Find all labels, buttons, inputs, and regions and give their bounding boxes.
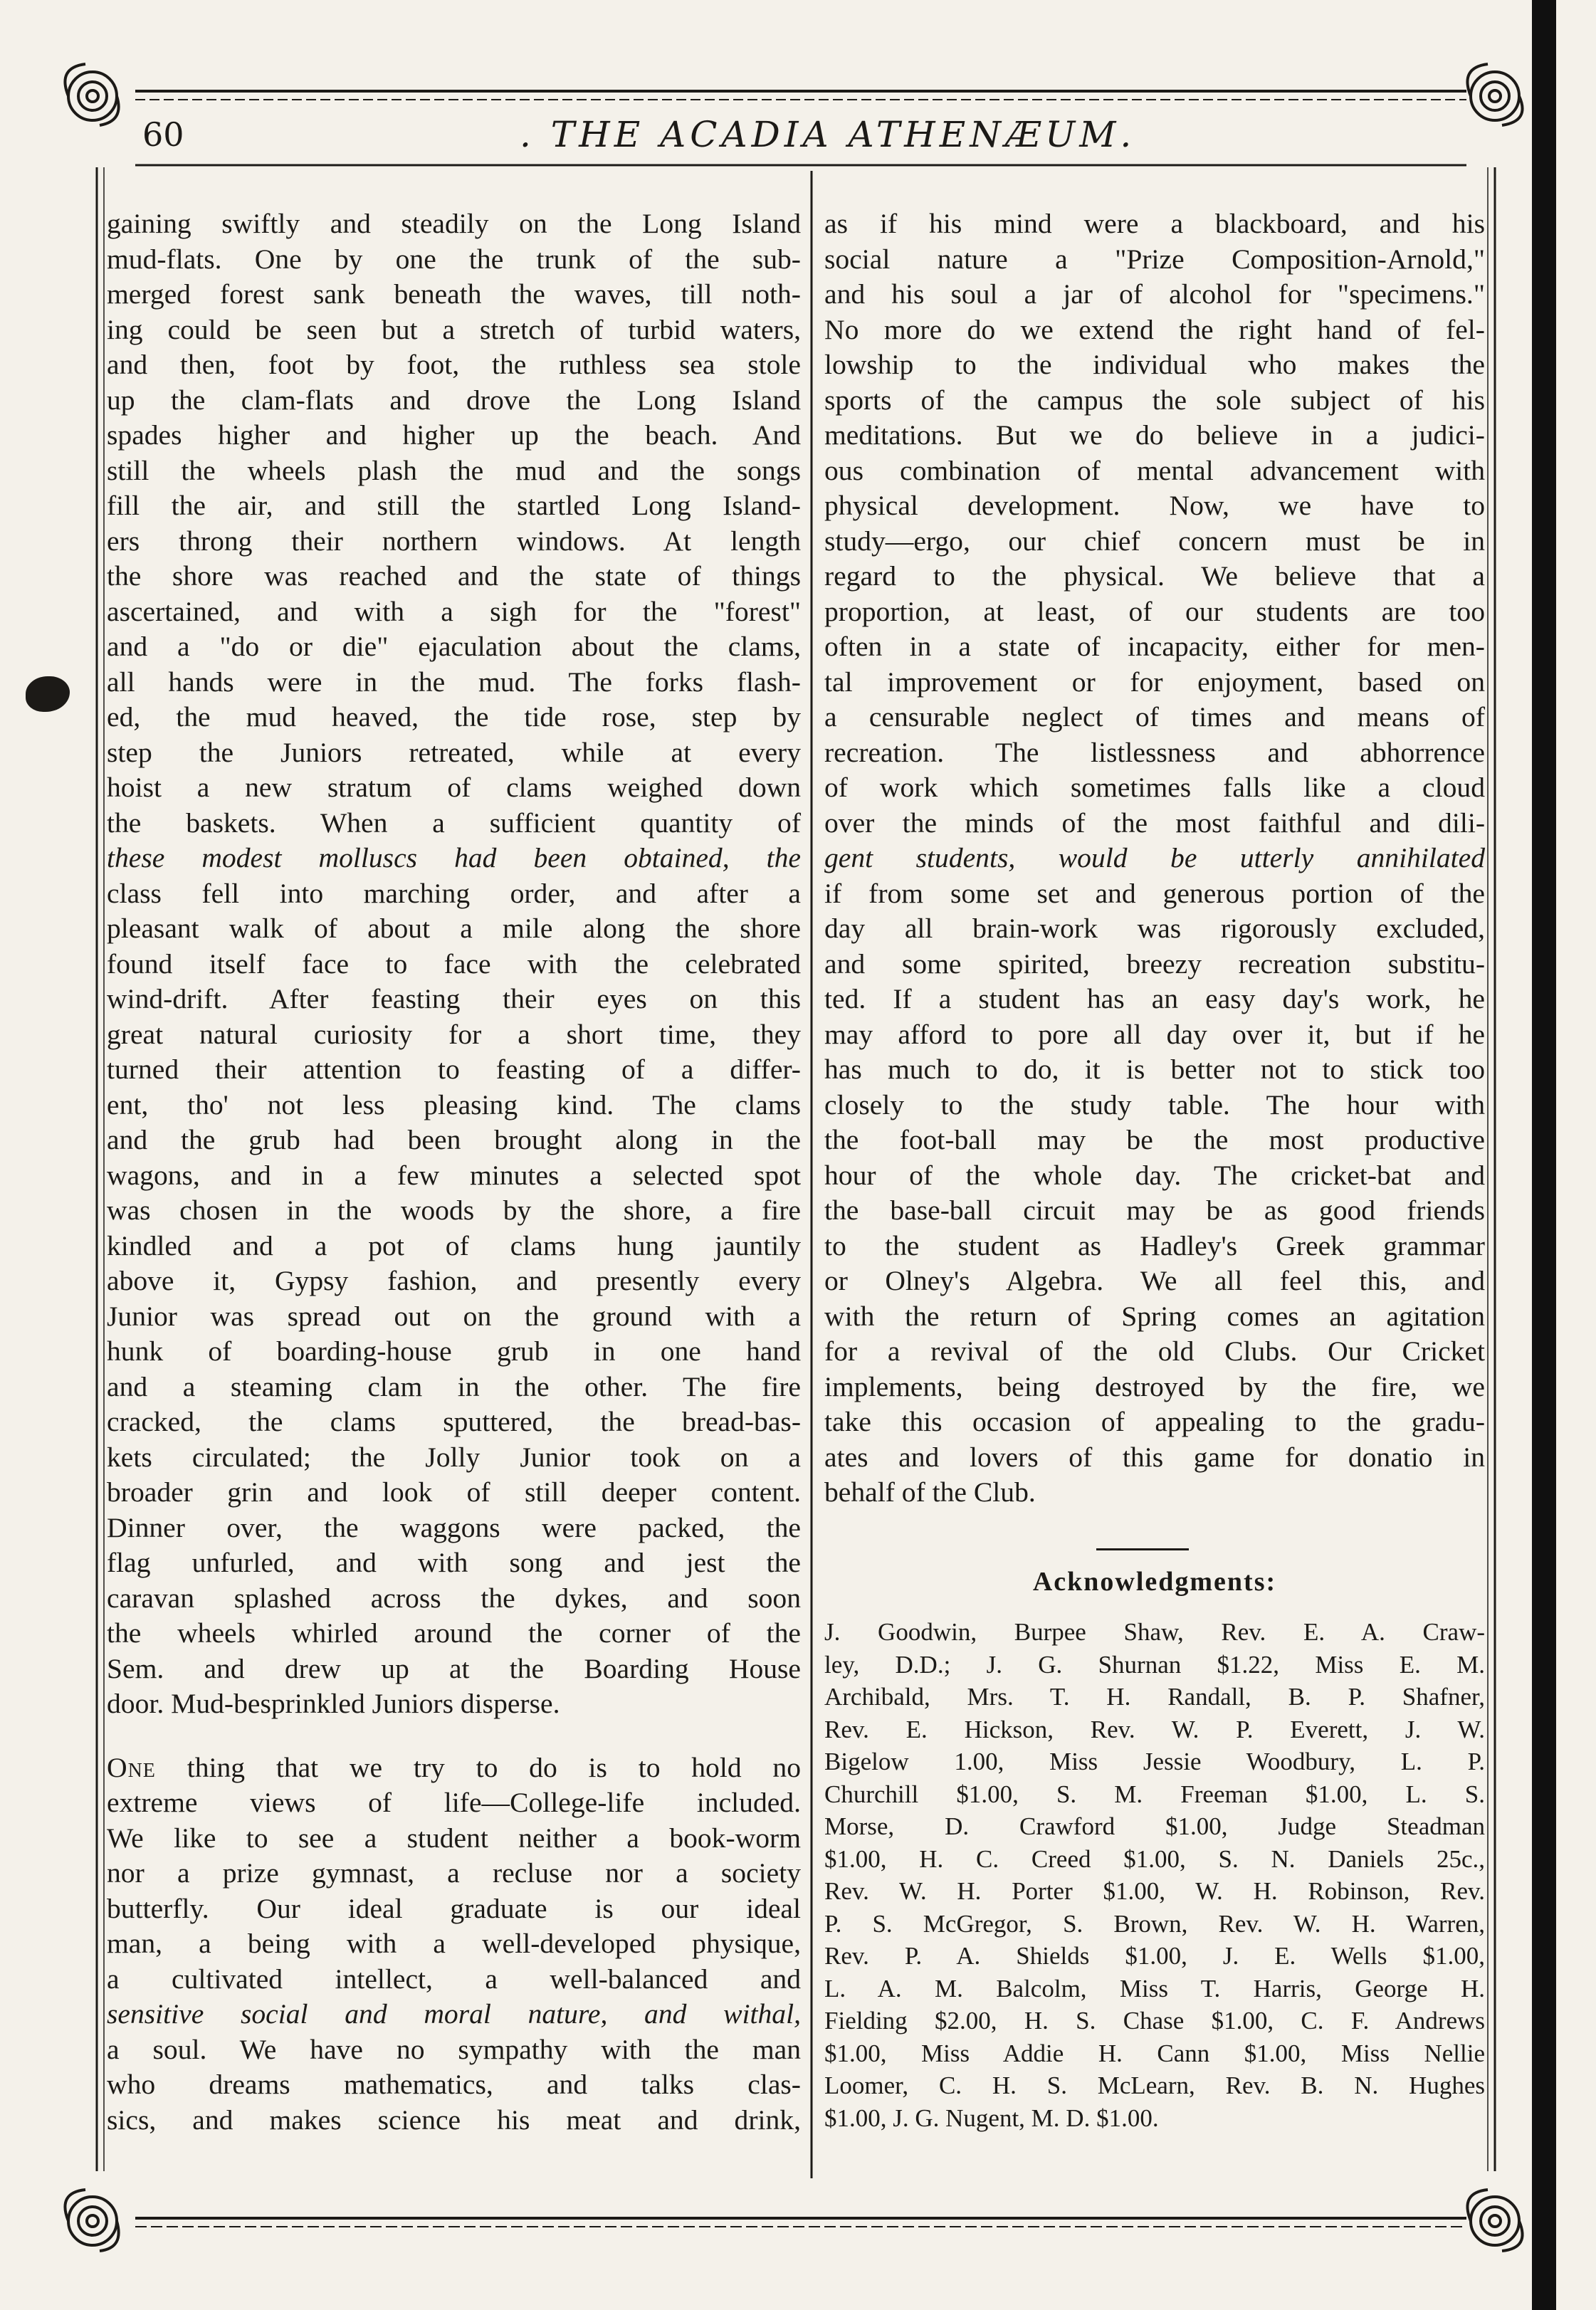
- text-line: a cultivated intellect, a well-balanced and: [107, 1963, 801, 1995]
- text-line: Rev. P. A. Shields $1.00, J. E. Wells $1.00,: [824, 1942, 1485, 1970]
- binding-edge: [1532, 0, 1556, 2310]
- text-line: recreation. The listlessness and abhorrence: [824, 736, 1485, 768]
- text-line: Archibald, Mrs. T. H. Randall, B. P. Shafner,: [824, 1683, 1485, 1711]
- text-line: wagons, and in a few minutes a selected spot: [107, 1159, 801, 1191]
- text-line: Junior was spread out on the ground with a: [107, 1300, 801, 1332]
- text-line: the wheels whirled around the corner of the: [107, 1617, 801, 1649]
- text-line: up the clam-flats and drove the Long Island: [107, 384, 801, 416]
- text-line: Rev. E. Hickson, Rev. W. P. Everett, J. W.: [824, 1715, 1485, 1743]
- text-line: $1.00, J. G. Nugent, M. D. $1.00.: [824, 2104, 1159, 2132]
- text-line: of work which sometimes falls like a cloud: [824, 772, 1485, 803]
- text-line: gaining swiftly and steadily on the Long Island: [107, 208, 801, 239]
- left-column: [107, 206, 801, 2138]
- text-line: and some spirited, breezy recreation substitu-: [824, 947, 1485, 980]
- text-line: tal improvement or for enjoyment, based on: [824, 666, 1485, 698]
- text-line: or Olney's Algebra. We all feel this, and: [824, 1265, 1485, 1296]
- text-line: broader grin and look of still deeper content.: [107, 1476, 801, 1508]
- text-line: and the grub had been brought along in the: [107, 1124, 801, 1155]
- text-line: regard to the physical. We believe that a: [824, 560, 1485, 592]
- text-line: as if his mind were a blackboard, and his: [824, 208, 1485, 239]
- text-line: mud-flats. One by one the trunk of the sub-: [107, 243, 801, 275]
- text-line: butterfly. Our ideal graduate is our ideal: [107, 1892, 801, 1924]
- text-line: ted. If a student has an easy day's work, he: [824, 983, 1485, 1014]
- section-divider: [1096, 1548, 1189, 1550]
- text-line: great natural curiosity for a short time, they: [107, 1018, 801, 1050]
- text-line: $1.00, H. C. Creed $1.00, S. N. Daniels 25c.,: [824, 1844, 1485, 1873]
- text-line: We like to see a student neither a book-worm: [107, 1822, 801, 1854]
- text-line: J. Goodwin, Burpee Shaw, Rev. E. A. Craw-: [824, 1618, 1485, 1646]
- text-line: gent students, would be utterly annihilated: [824, 842, 1485, 873]
- paragraph-lead: One: [107, 1751, 156, 1783]
- text-line: take this occasion of appealing to the gradu-: [824, 1406, 1485, 1437]
- text-line: man, a being with a well-developed physique,: [107, 1928, 801, 1959]
- text-line: hour of the whole day. The cricket-bat and: [824, 1159, 1485, 1191]
- text-line: for a revival of the old Clubs. Our Cricket: [824, 1335, 1485, 1367]
- text-line: ing could be seen but a stretch of turbid waters,: [107, 313, 801, 345]
- text-line: physical development. Now, we have to: [824, 490, 1485, 521]
- text-line: P. S. McGregor, S. Brown, Rev. W. H. Warren,: [824, 1909, 1485, 1938]
- text-line: found itself face to face with the celebrated: [107, 947, 801, 980]
- left-paragraph-1: [107, 206, 801, 1722]
- text-line: Sem. and drew up at the Boarding House: [107, 1652, 801, 1684]
- text-line: ley, D.D.; J. G. Shurnan $1.22, Miss E. M.: [824, 1650, 1485, 1679]
- text-line: proportion, at least, of our students are too: [824, 595, 1485, 627]
- text-line: One thing that we try to do is to hold no: [107, 1751, 801, 1783]
- text-line: often in a state of incapacity, either for men-: [824, 631, 1485, 662]
- text-line: fill the air, and still the startled Long Island-: [107, 490, 801, 521]
- text-line: these modest molluscs had been obtained, the: [107, 842, 801, 873]
- text-line: cracked, the clams sputtered, the bread-bas-: [107, 1406, 801, 1437]
- text-line: day all brain-work was rigorously excluded,: [824, 913, 1485, 944]
- text-line: step the Juniors retreated, while at every: [107, 736, 801, 768]
- text-line: door. Mud-besprinkled Juniors disperse.: [107, 1688, 560, 1719]
- text-line: the shore was reached and the state of things: [107, 560, 801, 592]
- text-line: ous combination of mental advancement with: [824, 454, 1485, 486]
- text-line: Fielding $2.00, H. S. Chase $1.00, C. F. Andrews: [824, 2007, 1485, 2035]
- text-line: Rev. W. H. Porter $1.00, W. H. Robinson, Rev.: [824, 1877, 1485, 1905]
- text-line: nor a prize gymnast, a recluse nor a society: [107, 1857, 801, 1889]
- text-line: meditations. But we do believe in a judici-: [824, 419, 1485, 451]
- text-line: ent, tho' not less pleasing kind. The clams: [107, 1088, 801, 1120]
- acknowledgments-list: [824, 1616, 1485, 2134]
- text-line: extreme views of life—College-life included.: [107, 1787, 801, 1818]
- text-line: and his soul a jar of alcohol for "specimens.": [824, 278, 1485, 310]
- text-line: hunk of boarding-house grub in one hand: [107, 1335, 801, 1367]
- text-line: No more do we extend the right hand of fel-: [824, 313, 1485, 345]
- text-line: sics, and makes science his meat and drink,: [107, 2104, 801, 2136]
- text-line: kets circulated; the Jolly Junior took on a: [107, 1441, 801, 1473]
- text-line: kindled and a pot of clams hung jauntily: [107, 1229, 801, 1261]
- text-line: over the minds of the most faithful and dili-: [824, 807, 1485, 839]
- text-line: still the wheels plash the mud and the songs: [107, 454, 801, 486]
- text-line: was chosen in the woods by the shore, a fire: [107, 1195, 801, 1226]
- right-column: [824, 206, 1485, 1511]
- text-line: ers throng their northern windows. At length: [107, 525, 801, 557]
- text-line: ed, the mud heaved, the tide rose, step by: [107, 701, 801, 733]
- text-line: caravan splashed across the dykes, and soon: [107, 1582, 801, 1614]
- text-line: behalf of the Club.: [824, 1476, 1036, 1508]
- text-line: merged forest sank beneath the waves, till noth-: [107, 278, 801, 310]
- acknowledgments-heading: Acknowledgments:: [1032, 1567, 1277, 1597]
- text-line: flag unfurled, and with song and jest the: [107, 1547, 801, 1578]
- text-line: closely to the study table. The hour with: [824, 1088, 1485, 1120]
- text-line: ates and lovers of this game for donatio in: [824, 1441, 1485, 1473]
- text-line: may afford to pore all day over it, but if he: [824, 1018, 1485, 1050]
- text-line: and a "do or die" ejaculation about the clams,: [107, 631, 801, 662]
- text-line: pleasant walk of about a mile along the shore: [107, 913, 801, 944]
- text-line: wind-drift. After feasting their eyes on this: [107, 983, 801, 1014]
- text-line: has much to do, it is better not to stick too: [824, 1054, 1485, 1085]
- text-line: Loomer, C. H. S. McLearn, Rev. B. N. Hughes: [824, 2072, 1485, 2099]
- text-line: to the student as Hadley's Greek grammar: [824, 1229, 1485, 1261]
- text-line: social nature a "Prize Composition-Arnold,": [824, 243, 1485, 275]
- text-line: the base-ball circuit may be as good friends: [824, 1195, 1485, 1226]
- text-line: $1.00, Miss Addie H. Cann $1.00, Miss Nellie: [824, 2039, 1485, 2067]
- right-paragraph: [824, 206, 1485, 1511]
- text-line: a censurable neglect of times and means of: [824, 701, 1485, 733]
- text-line: if from some set and generous portion of the: [824, 877, 1485, 909]
- text-line: the foot-ball may be the most productive: [824, 1124, 1485, 1155]
- text-line: the baskets. When a sufficient quantity of: [107, 807, 801, 839]
- text-line: sports of the campus the sole subject of his: [824, 384, 1485, 416]
- text-line: and a steaming clam in the other. The fire: [107, 1370, 801, 1402]
- text-line: above it, Gypsy fashion, and presently every: [107, 1265, 801, 1296]
- text-line: Morse, D. Crawford $1.00, Judge Steadman: [824, 1812, 1485, 1840]
- page-number: 60: [142, 115, 184, 154]
- text-line: a soul. We have no sympathy with the man: [107, 2033, 801, 2065]
- text-line: implements, being destroyed by the fire, we: [824, 1370, 1485, 1402]
- running-head: . THE ACADIA ATHENÆUM.: [520, 114, 1136, 155]
- text-line: all hands were in the mud. The forks flash-: [107, 666, 801, 698]
- left-paragraph-2: [107, 1750, 801, 2138]
- text-line: L. A. M. Balcolm, Miss T. Harris, George H.: [824, 1974, 1485, 2002]
- text-line: ascertained, and with a sigh for the "forest": [107, 595, 801, 627]
- text-line: Churchill $1.00, S. M. Freeman $1.00, L. S.: [824, 1780, 1485, 1808]
- text-line: hoist a new stratum of clams weighed down: [107, 772, 801, 803]
- text-line: Dinner over, the waggons were packed, the: [107, 1511, 801, 1543]
- text-line: study—ergo, our chief concern must be in: [824, 525, 1485, 557]
- text-line: lowship to the individual who makes the: [824, 349, 1485, 380]
- text-line: sensitive social and moral nature, and withal,: [107, 1998, 801, 2030]
- text-line: and then, foot by foot, the ruthless sea stole: [107, 349, 801, 380]
- text-line: with the return of Spring comes an agitation: [824, 1300, 1485, 1332]
- text-line: who dreams mathematics, and talks clas-: [107, 2069, 801, 2100]
- text-line: class fell into marching order, and after a: [107, 877, 801, 909]
- text-line: turned their attention to feasting of a differ-: [107, 1054, 801, 1085]
- text-line: spades higher and higher up the beach. And: [107, 419, 801, 451]
- text-line: Bigelow 1.00, Miss Jessie Woodbury, L. P.: [824, 1748, 1485, 1775]
